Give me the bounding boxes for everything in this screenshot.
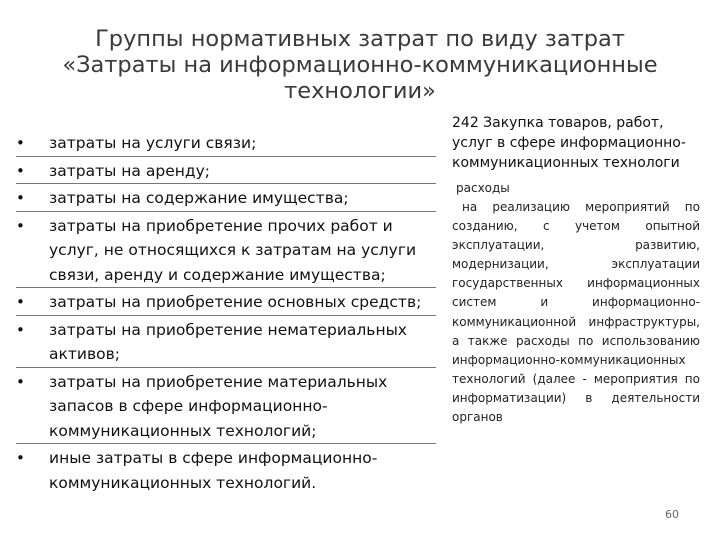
list-item [16,318,436,368]
expense-description: на реализацию мероприятий по созданию, с учетом опытной эксплуатации, развитию, модернизации, эксплуатации государственных информационных систем и информационно-коммуникационной инфраструктуры, а также расходы по использованию информационно-коммуникационных технологий (далее - мероприятия по информатизации) в деятельности органов [452,200,700,425]
list-item [16,370,436,445]
list-item-line: затраты на приобретение материальных [49,372,388,391]
bullet-icon: • [16,216,25,235]
list-item [16,131,436,157]
heading-line: коммуникационных технологи [452,155,680,171]
list-item-line: связи, аренду и содержание имущества; [49,265,386,284]
title-line-3: технологии» [284,78,436,104]
cost-groups-list [16,131,436,497]
list-item-line: запасов в сфере информационно- [49,397,328,415]
list-item [16,159,436,185]
list-item-line: коммуникационных технологий; [49,421,317,440]
list-item-line: коммуникационных технологий. [49,473,317,492]
list-item [16,214,436,289]
title-line-2: «Затраты на информационно-коммуникационные [62,52,658,78]
list-item-line: услуг, не относящихся к затратам на услуги [49,241,417,259]
list-item-line: иные затраты в сфере информационно- [49,449,378,467]
bullet-icon: • [16,320,25,339]
title-line-1: Группы нормативных затрат по виду затрат [95,26,625,52]
list-item-line: затраты на услуги связи; [49,134,257,152]
list-item [16,290,436,316]
expense-subheading: расходы [456,181,510,195]
bullet-icon: • [16,372,25,391]
bullet-icon: • [16,449,25,467]
list-item-line: затраты на приобретение прочих работ и [49,216,393,235]
bullet-icon: • [16,134,25,152]
list-item-line: затраты на приобретение основных средств; [49,293,422,311]
bullet-icon: • [16,293,25,311]
slide-title [40,26,680,104]
list-item-line: затраты на содержание имущества; [49,189,349,207]
heading-line: 242 Закупка товаров, работ, [452,115,664,131]
bullet-icon: • [16,161,25,180]
list-item [16,446,436,495]
list-item-line: активов; [49,345,120,363]
expense-code-heading [452,113,712,173]
list-item-line: затраты на приобретение нематериальных [49,320,407,339]
page-number: 60 [665,508,679,521]
list-item-line: затраты на аренду; [49,161,210,180]
bullet-icon: • [16,189,25,207]
heading-line: услуг в сфере информационно- [452,135,686,151]
list-item [16,186,436,212]
